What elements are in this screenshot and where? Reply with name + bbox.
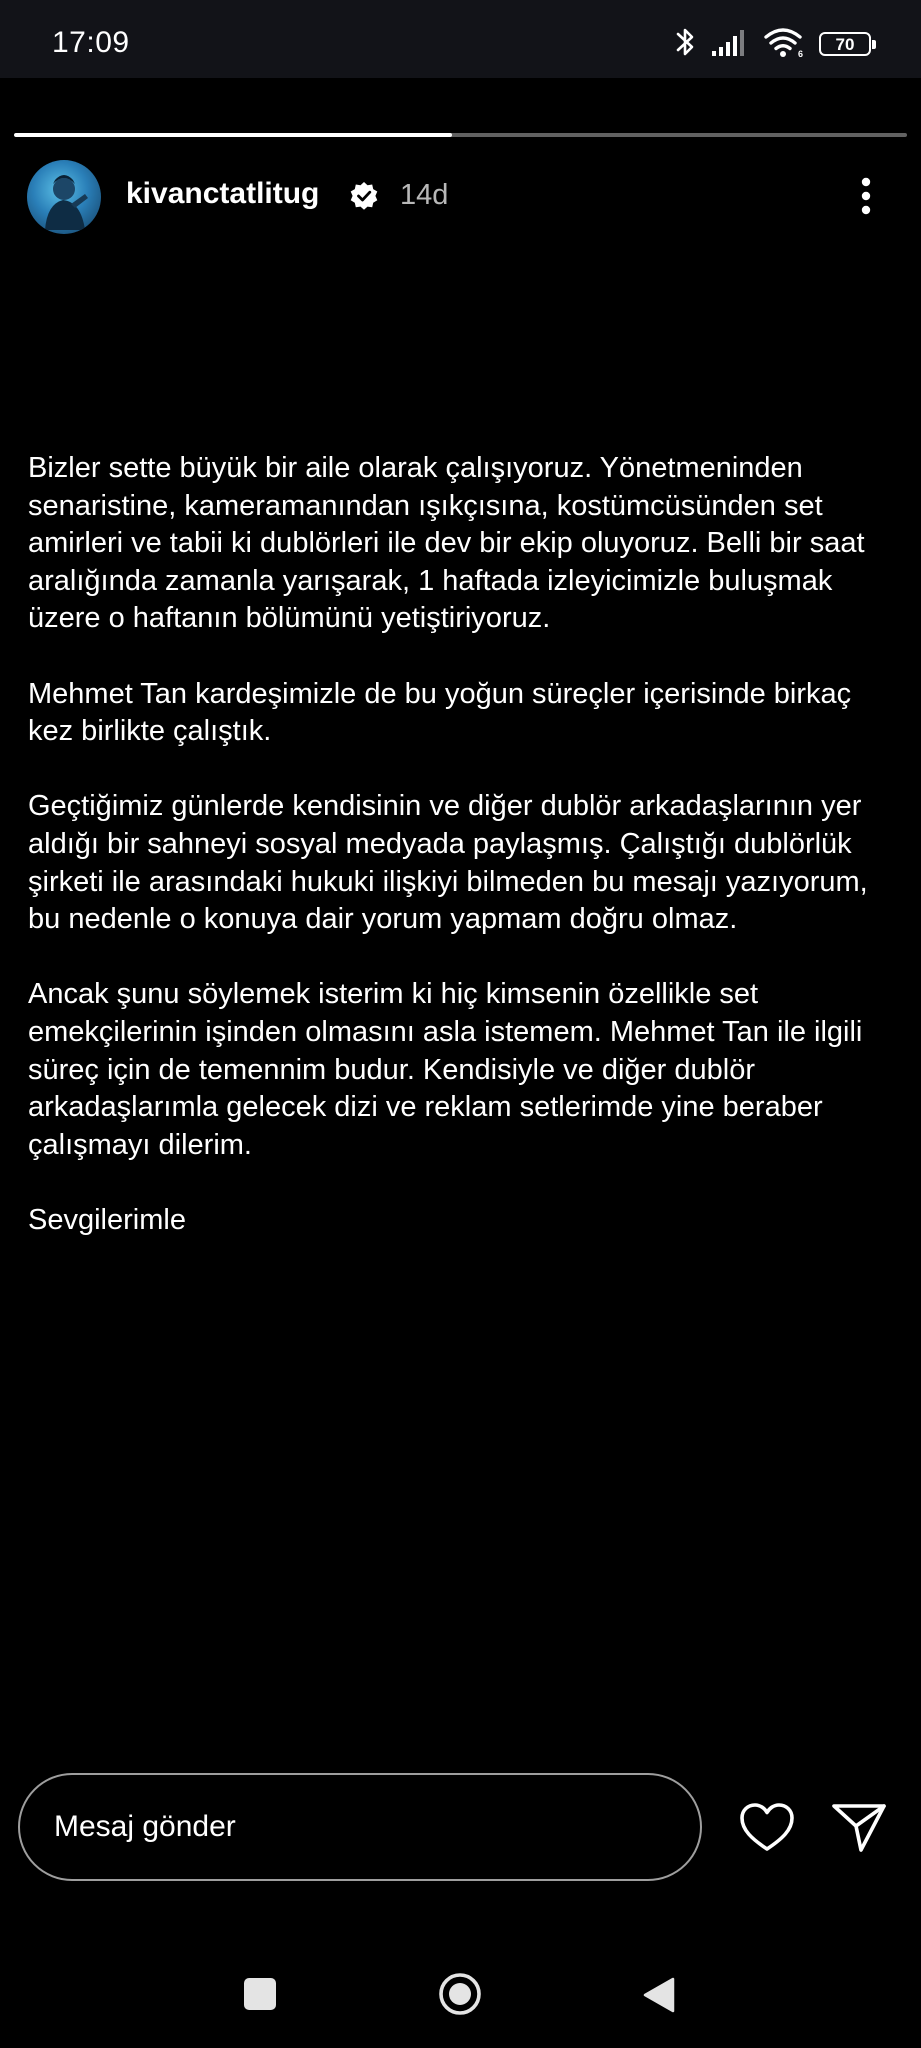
back-triangle-icon[interactable]	[642, 1976, 676, 2014]
signal-icon	[711, 27, 749, 62]
story-progress-bar	[14, 133, 907, 137]
wifi-icon	[763, 26, 805, 63]
story-paragraph: Bizler sette büyük bir aile olarak çalışıyoruz. Yönetmeninden senaristine, kameramanından ışıkçısına, kostümcüsünden set amirleri ve tabii ki dublörleri ile dev bir ekip oluyoruz. Belli bir saat aralığında zamanla yarışarak, 1 haftada izleyicimizle buluşmak üzere o haftanın bölümünü yetiştiriyoruz.	[28, 452, 865, 635]
more-options-icon[interactable]	[848, 170, 884, 222]
story-paragraph: Ancak şunu söylemek isterim ki hiç kimsenin özellikle set emekçilerinin işinden olmasını asla istemem. Mehmet Tan ile ilgili süreç için de temennim budur. Kendisiyle ve diğer dublör arkadaşlarımla gelecek dizi ve reklam setlerimde yine beraber çalışmayı dilerim.	[28, 978, 863, 1161]
battery-level: 70	[835, 34, 855, 54]
status-icons	[675, 24, 871, 64]
bluetooth-icon	[675, 25, 697, 64]
status-time: 17:09	[52, 26, 130, 59]
status-bar	[0, 0, 921, 78]
username[interactable]: kivanctatlitug	[126, 177, 320, 210]
message-input[interactable]	[18, 1773, 702, 1881]
story-progress-fill	[14, 133, 452, 137]
post-age: 14d	[400, 179, 449, 211]
heart-icon[interactable]	[736, 1798, 798, 1856]
story-text	[28, 450, 903, 1277]
story-paragraph: Mehmet Tan kardeşimizle de bu yoğun süreçler içerisinde birkaç kez birlikte çalıştık.	[28, 677, 852, 748]
story-paragraph: Sevgilerimle	[28, 1203, 186, 1236]
verified-badge-icon	[349, 181, 379, 211]
recents-square-icon[interactable]	[244, 1978, 276, 2010]
battery-icon	[819, 32, 871, 56]
home-circle-icon[interactable]	[438, 1972, 482, 2016]
send-icon[interactable]	[828, 1798, 890, 1856]
story-paragraph: Geçtiğimiz günlerde kendisinin ve diğer dublör arkadaşlarının yer aldığı bir sahneyi sosyal medyada paylaşmış. Çalıştığı dublörlük şirketi ile arasındaki hukuki ilişkiyi bilmeden bu mesajı yazıyorum, bu nedenle o konuya dair yorum yapmam doğru olmaz.	[28, 790, 868, 936]
svg-text:6: 6	[798, 48, 804, 58]
avatar[interactable]	[27, 160, 101, 234]
